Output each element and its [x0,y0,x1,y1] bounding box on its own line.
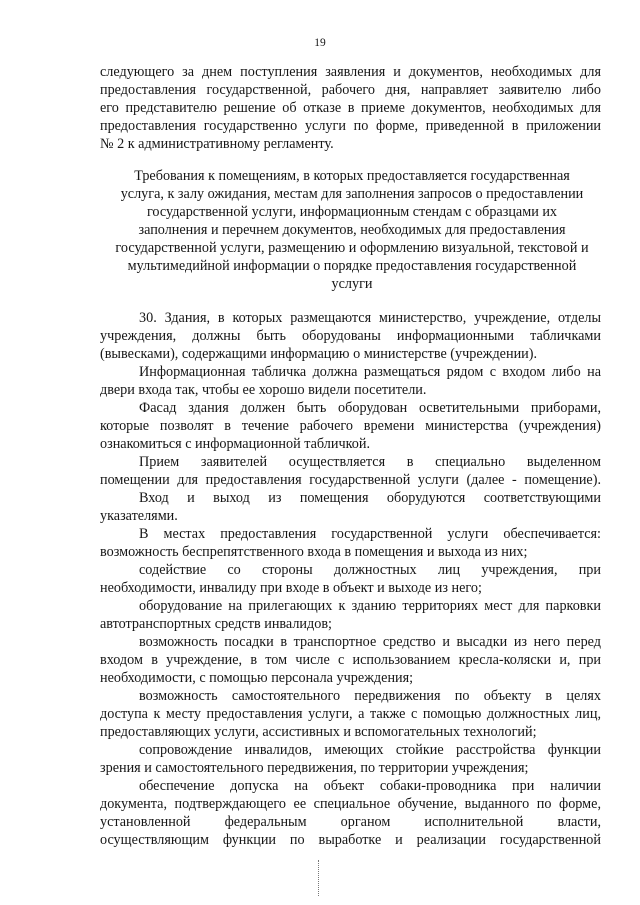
text-line: возможность посадки в транспортное средство и высадки из него перед [139,634,601,650]
text-line: автотранспортных средств инвалидов; [100,616,332,632]
section-heading-line: Требования к помещениям, в которых предоставляется государственная [134,168,570,184]
section-heading-line: мультимедийной информации о порядке предоставления государственной [127,258,577,274]
text-line: которые позволят в течение рабочего времени министерства (учреждения) [100,418,601,434]
text-line: возможность самостоятельного передвижения по объекту в целях [139,688,601,704]
text-line: предоставляющих услуги, ассистивных и вспомогательных технологий; [100,724,537,740]
text-line: обеспечение допуска на объект собаки-проводника при наличии [139,778,601,794]
text-line: сопровождение инвалидов, имеющих стойкие расстройства функции [139,742,601,758]
scan-artifact-mark [318,860,320,896]
text-line: № 2 к административному регламенту. [100,136,334,152]
text-line: возможность беспрепятственного входа в помещения и выхода из них; [100,544,528,560]
section-heading-line: государственной услуги, размещению и оформлению визуальной, текстовой и [115,240,589,256]
text-line: ознакомиться с информационной табличкой. [100,436,371,452]
text-line: учреждения, должны быть оборудованы информационными табличками [100,328,601,344]
text-line: помещении для предоставления государственной услуги (далее - помещение). [100,472,601,488]
text-line: указателями. [100,508,178,524]
text-line: осуществляющим функции по выработке и реализации государственной [100,832,601,848]
text-line: (вывесками), содержащими информацию о министерстве (учреждении). [100,346,538,362]
text-line: двери входа так, чтобы ее хорошо видели посетители. [100,382,427,398]
text-line: доступа к месту предоставления услуги, а также с помощью должностных лиц, [100,706,601,722]
section-heading-line: услуга, к залу ожидания, местам для заполнения запросов о предоставлении [120,186,584,202]
text-line: зрения и самостоятельного передвижения, по территории учреждения; [100,760,529,776]
text-line: содействие со стороны должностных лиц учреждения, при [139,562,601,578]
text-line: следующего за днем поступления заявления и документов, необходимых для [100,64,601,80]
text-line: документа, подтверждающего ее специальное обучение, выданного по форме, [100,796,601,812]
text-line: необходимости, инвалиду при входе в объект и выходе из него; [100,580,482,596]
section-heading-line: государственной услуги, информационным стендам с образцами их [146,204,558,220]
section-heading-line: услуги [331,276,373,292]
section-heading-line: заполнения и перечнем документов, необходимых для предоставления [138,222,566,238]
text-line: 30. Здания, в которых размещаются министерство, учреждение, отделы [139,310,601,326]
text-line: входом в учреждение, в том числе с использованием кресла-коляски и, при [100,652,601,668]
text-line: необходимости, с помощью персонала учреждения; [100,670,414,686]
text-line: Фасад здания должен быть оборудован осветительными приборами, [139,400,601,416]
text-line: предоставления государственной, рабочего дня, направляет заявителю либо [100,82,601,98]
text-line: оборудование на прилегающих к зданию территориях мест для парковки [139,598,601,614]
page-number: 19 [314,37,326,49]
text-line: В местах предоставления государственной услуги обеспечивается: [139,526,601,542]
text-line: Вход и выход из помещения оборудуются соответствующими [139,490,601,506]
text-line: Прием заявителей осуществляется в специально выделенном [139,454,601,470]
text-line: его представителю решение об отказе в приеме документов, необходимых для [100,100,601,116]
text-line: установленной федеральным органом исполнительной власти, [100,814,601,830]
text-line: Информационная табличка должна размещаться рядом с входом либо на [139,364,601,380]
text-line: предоставления государственно услуги по форме, приведенной в приложении [100,118,601,134]
